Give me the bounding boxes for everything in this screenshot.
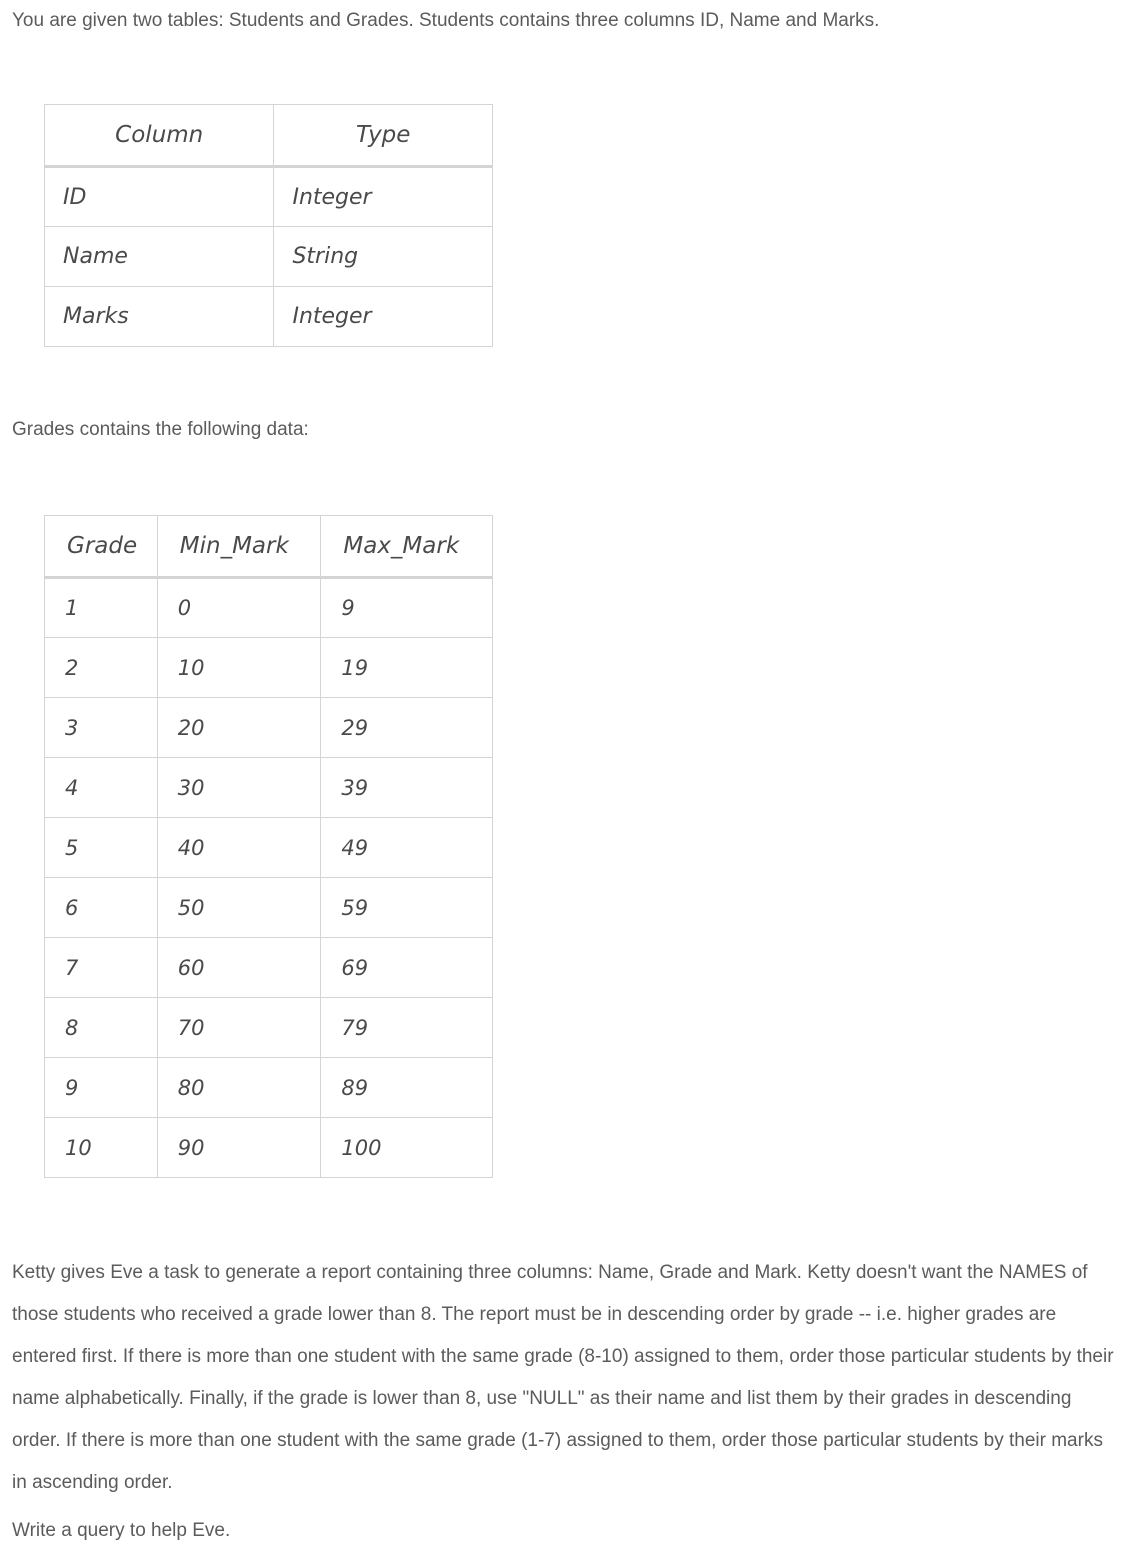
table-cell: 39 [321,758,493,818]
intro-paragraph: You are given two tables: Students and Grades. Students contains three columns ID, Name and Marks. [12,10,880,31]
table-header-row [45,105,493,167]
table-row [45,287,493,347]
table-cell: 0 [157,578,321,638]
table-cell: 7 [45,938,158,998]
table-cell: 3 [45,698,158,758]
table-row [45,1118,493,1178]
table-row [45,938,493,998]
header-min-mark: Min_Mark [157,516,321,578]
table-cell: 2 [45,638,158,698]
table-cell: 10 [157,638,321,698]
table-cell: 59 [321,878,493,938]
table-cell: 60 [157,938,321,998]
table-cell: 10 [45,1118,158,1178]
table-cell: Marks [45,287,274,347]
table-cell: String [274,227,493,287]
table-cell: 6 [45,878,158,938]
header-type: Type [274,105,493,167]
table-cell: 100 [321,1118,493,1178]
table-cell: 70 [157,998,321,1058]
table-cell: 20 [157,698,321,758]
table-header-row [45,516,493,578]
grades-intro-paragraph: Grades contains the following data: [12,419,309,440]
table-row [45,578,493,638]
table-row [45,818,493,878]
header-column: Column [45,105,274,167]
table-cell: 50 [157,878,321,938]
table-cell: 29 [321,698,493,758]
table-row [45,1058,493,1118]
closing-paragraph: Write a query to help Eve. [12,1520,231,1541]
grades-data-table [44,515,493,1178]
task-description-paragraph: Ketty gives Eve a task to generate a report containing three columns: Name, Grade and Mark. Ketty doesn't want the NAMES of those students who received a grade lower than 8. The report must be in descending order by grade -- i.e. higher grades are entered first. If there is more than one student with the same grade (8-10) assigned to them, order those particular students by their name alphabetically. Finally, if the grade is lower than 8, use "NULL" as their name and list them by their grades in descending order. If there is more than one student with the same grade (1-7) assigned to them, order those particular students by their marks in ascending order. [12,1262,1114,1493]
table-cell: 89 [321,1058,493,1118]
table-cell: 30 [157,758,321,818]
table-cell: 4 [45,758,158,818]
table-cell: 8 [45,998,158,1058]
table-cell: 49 [321,818,493,878]
header-grade: Grade [45,516,158,578]
students-schema-table [44,104,493,347]
table-cell: Integer [274,287,493,347]
table-row [45,698,493,758]
table-cell: 79 [321,998,493,1058]
table-cell: Name [45,227,274,287]
table-row [45,638,493,698]
table-row [45,878,493,938]
table-row [45,167,493,227]
table-row [45,758,493,818]
table-cell: Integer [274,167,493,227]
table-cell: 40 [157,818,321,878]
table-row [45,227,493,287]
table-row [45,998,493,1058]
table-cell: 5 [45,818,158,878]
header-max-mark: Max_Mark [321,516,493,578]
table-cell: 9 [45,1058,158,1118]
table-cell: 69 [321,938,493,998]
table-cell: 80 [157,1058,321,1118]
table-cell: 1 [45,578,158,638]
table-cell: 90 [157,1118,321,1178]
table-cell: ID [45,167,274,227]
table-cell: 19 [321,638,493,698]
table-cell: 9 [321,578,493,638]
